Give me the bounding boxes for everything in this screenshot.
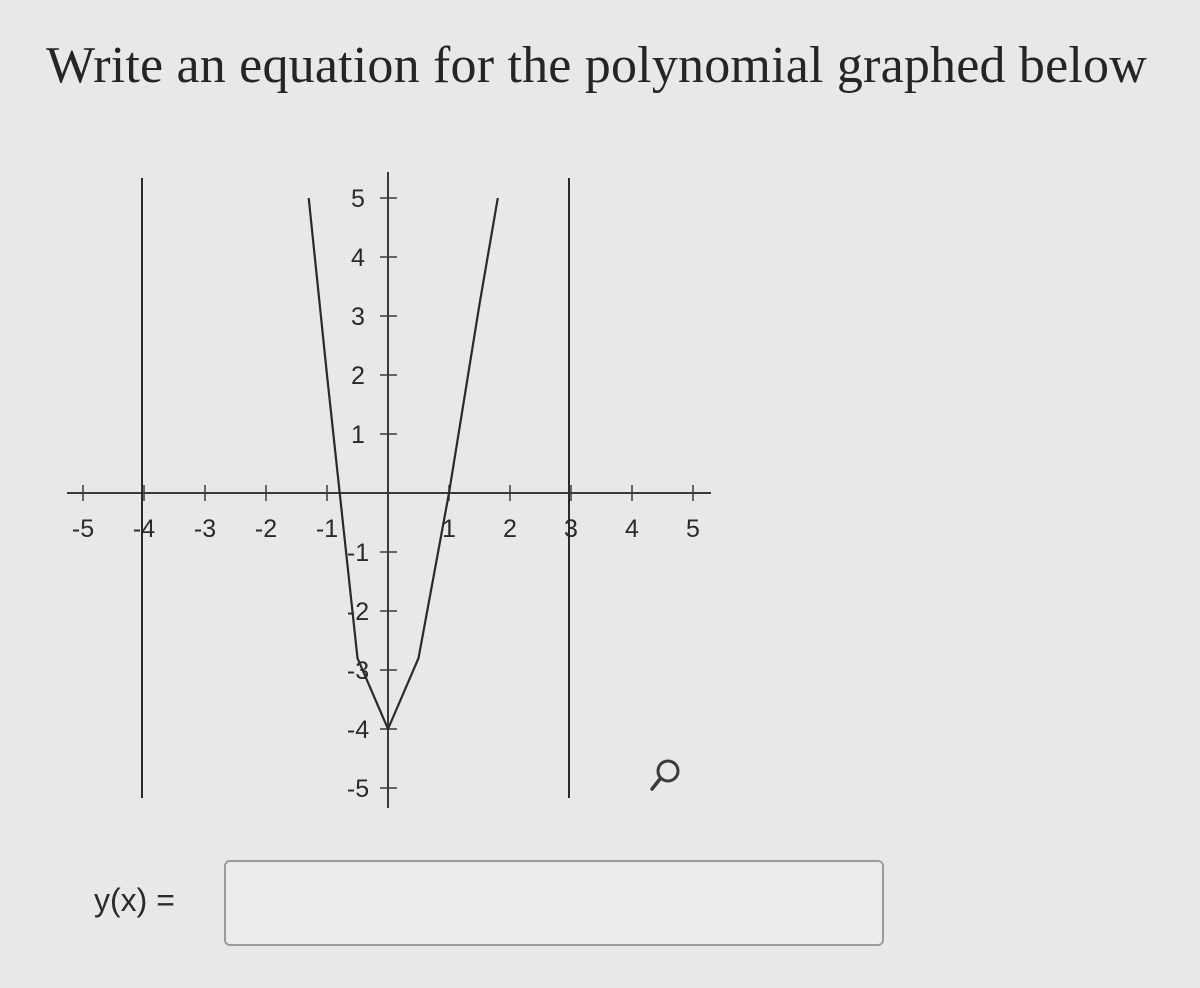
x-tick-label: 3 xyxy=(564,515,578,543)
y-tick-label: -4 xyxy=(346,716,370,744)
y-tick-label: -1 xyxy=(346,539,370,567)
x-tick-label: 2 xyxy=(503,515,517,543)
x-tick-label: 1 xyxy=(442,515,456,543)
y-tick-label: -5 xyxy=(346,775,370,803)
y-tick-label: 4 xyxy=(351,244,365,272)
y-tick-label: -2 xyxy=(346,598,370,626)
axes xyxy=(67,172,711,808)
x-tick-label: 5 xyxy=(686,515,700,543)
x-tick-label: -4 xyxy=(132,515,156,543)
y-tick-label: 2 xyxy=(351,362,365,390)
question-title: Write an equation for the polynomial graphed below xyxy=(46,37,1148,94)
y-tick-label: 5 xyxy=(351,185,365,213)
magnifier-icon[interactable] xyxy=(650,755,700,799)
y-tick-label: -3 xyxy=(346,657,370,685)
x-tick-label: 4 xyxy=(625,515,639,543)
curve-layer xyxy=(309,198,498,729)
polynomial-curve xyxy=(309,198,498,729)
answer-row xyxy=(94,858,894,950)
answer-label: y(x) = xyxy=(94,882,175,918)
x-tick-label: -3 xyxy=(193,515,217,543)
answer-input[interactable] xyxy=(224,860,884,946)
y-tick-label: 3 xyxy=(351,303,365,331)
y-tick-label: 1 xyxy=(351,421,365,449)
x-tick-label: -5 xyxy=(71,515,95,543)
x-tick-label: -1 xyxy=(315,515,339,543)
x-tick-label: -2 xyxy=(254,515,278,543)
